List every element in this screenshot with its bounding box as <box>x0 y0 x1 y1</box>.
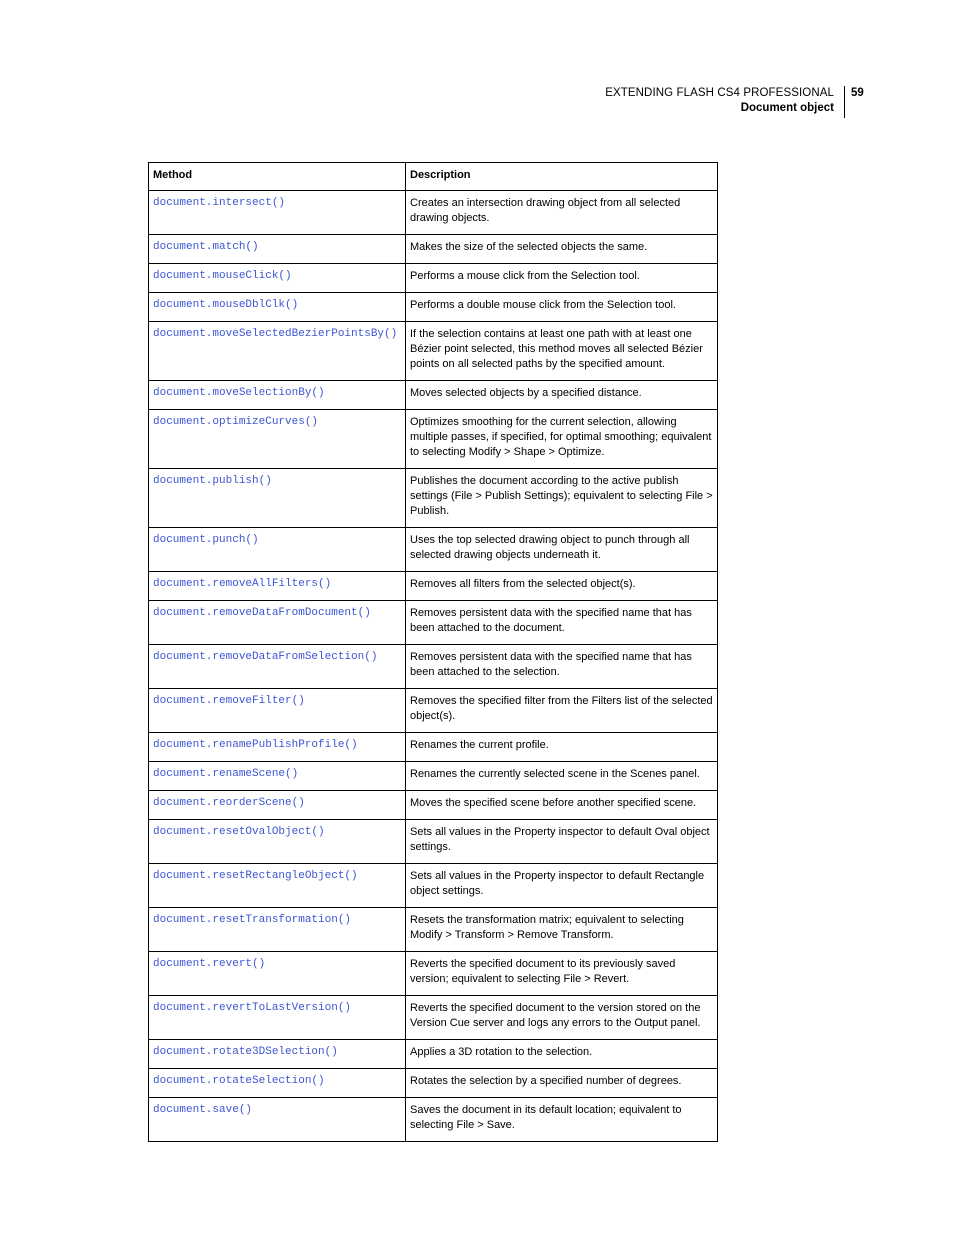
method-description: Removes the specified filter from the Filters list of the selected object(s). <box>406 689 718 733</box>
table-row <box>149 1040 718 1069</box>
method-description: Removes all filters from the selected object(s). <box>406 572 718 601</box>
table-row <box>149 469 718 528</box>
method-link[interactable]: document.removeDataFromDocument() <box>149 601 406 645</box>
method-description: Applies a 3D rotation to the selection. <box>406 1040 718 1069</box>
method-link[interactable]: document.rotate3DSelection() <box>149 1040 406 1069</box>
method-link[interactable]: document.moveSelectedBezierPointsBy() <box>149 322 406 381</box>
method-description: Creates an intersection drawing object from all selected drawing objects. <box>406 191 718 235</box>
method-description: Reverts the specified document to the version stored on the Version Cue server and logs any errors to the Output panel. <box>406 996 718 1040</box>
table-row <box>149 601 718 645</box>
table-header-row <box>149 163 718 191</box>
table-row <box>149 293 718 322</box>
method-link[interactable]: document.renamePublishProfile() <box>149 733 406 762</box>
table-row <box>149 381 718 410</box>
table-row <box>149 762 718 791</box>
table-row <box>149 410 718 469</box>
method-description: Optimizes smoothing for the current selection, allowing multiple passes, if specified, for optimal smoothing; equivalent to selecting Modify > Shape > Optimize. <box>406 410 718 469</box>
method-link[interactable]: document.mouseClick() <box>149 264 406 293</box>
method-link[interactable]: document.mouseDblClk() <box>149 293 406 322</box>
method-link[interactable]: document.publish() <box>149 469 406 528</box>
method-description: Performs a mouse click from the Selection tool. <box>406 264 718 293</box>
header-divider <box>844 86 845 118</box>
method-description: Saves the document in its default location; equivalent to selecting File > Save. <box>406 1098 718 1142</box>
method-link[interactable]: document.intersect() <box>149 191 406 235</box>
table-row <box>149 322 718 381</box>
method-link[interactable]: document.moveSelectionBy() <box>149 381 406 410</box>
method-link[interactable]: document.resetTransformation() <box>149 908 406 952</box>
table-row <box>149 952 718 996</box>
table-row <box>149 864 718 908</box>
method-description: Moves selected objects by a specified distance. <box>406 381 718 410</box>
column-header-method: Method <box>149 163 406 191</box>
methods-table <box>148 162 718 1142</box>
method-description: Resets the transformation matrix; equivalent to selecting Modify > Transform > Remove Transform. <box>406 908 718 952</box>
table-row <box>149 235 718 264</box>
method-link[interactable]: document.punch() <box>149 528 406 572</box>
table-row <box>149 1098 718 1142</box>
method-description: Publishes the document according to the active publish settings (File > Publish Settings); equivalent to selecting File > Publish. <box>406 469 718 528</box>
table-row <box>149 996 718 1040</box>
method-description: Uses the top selected drawing object to punch through all selected drawing objects underneath it. <box>406 528 718 572</box>
table-row <box>149 264 718 293</box>
table-row <box>149 528 718 572</box>
method-description: Removes persistent data with the specified name that has been attached to the selection. <box>406 645 718 689</box>
table-row <box>149 645 718 689</box>
method-link[interactable]: document.reorderScene() <box>149 791 406 820</box>
running-header <box>605 86 840 116</box>
method-link[interactable]: document.resetRectangleObject() <box>149 864 406 908</box>
method-link[interactable]: document.removeDataFromSelection() <box>149 645 406 689</box>
table-row <box>149 1069 718 1098</box>
method-link[interactable]: document.save() <box>149 1098 406 1142</box>
method-description: Sets all values in the Property inspector to default Rectangle object settings. <box>406 864 718 908</box>
book-title: EXTENDING FLASH CS4 PROFESSIONAL <box>605 87 834 99</box>
method-description: If the selection contains at least one path with at least one Bézier point selected, this method moves all selected Bézier points on all selected paths by the specified amount. <box>406 322 718 381</box>
method-description: Performs a double mouse click from the Selection tool. <box>406 293 718 322</box>
method-link[interactable]: document.match() <box>149 235 406 264</box>
method-description: Renames the currently selected scene in the Scenes panel. <box>406 762 718 791</box>
method-description: Renames the current profile. <box>406 733 718 762</box>
method-description: Rotates the selection by a specified number of degrees. <box>406 1069 718 1098</box>
method-link[interactable]: document.rotateSelection() <box>149 1069 406 1098</box>
table-row <box>149 689 718 733</box>
method-link[interactable]: document.resetOvalObject() <box>149 820 406 864</box>
method-description: Removes persistent data with the specified name that has been attached to the document. <box>406 601 718 645</box>
method-description: Moves the specified scene before another specified scene. <box>406 791 718 820</box>
table-row <box>149 820 718 864</box>
method-description: Reverts the specified document to its previously saved version; equivalent to selecting File > Revert. <box>406 952 718 996</box>
method-link[interactable]: document.removeAllFilters() <box>149 572 406 601</box>
method-description: Sets all values in the Property inspector to default Oval object settings. <box>406 820 718 864</box>
table-row <box>149 791 718 820</box>
table-row <box>149 908 718 952</box>
table-row <box>149 733 718 762</box>
method-description: Makes the size of the selected objects the same. <box>406 235 718 264</box>
table-body <box>149 191 718 1142</box>
table-row <box>149 572 718 601</box>
method-link[interactable]: document.revert() <box>149 952 406 996</box>
method-link[interactable]: document.renameScene() <box>149 762 406 791</box>
table-row <box>149 191 718 235</box>
method-link[interactable]: document.removeFilter() <box>149 689 406 733</box>
page-number: 59 <box>851 87 864 99</box>
method-link[interactable]: document.revertToLastVersion() <box>149 996 406 1040</box>
method-link[interactable]: document.optimizeCurves() <box>149 410 406 469</box>
section-title: Document object <box>740 102 834 114</box>
column-header-description: Description <box>406 163 718 191</box>
